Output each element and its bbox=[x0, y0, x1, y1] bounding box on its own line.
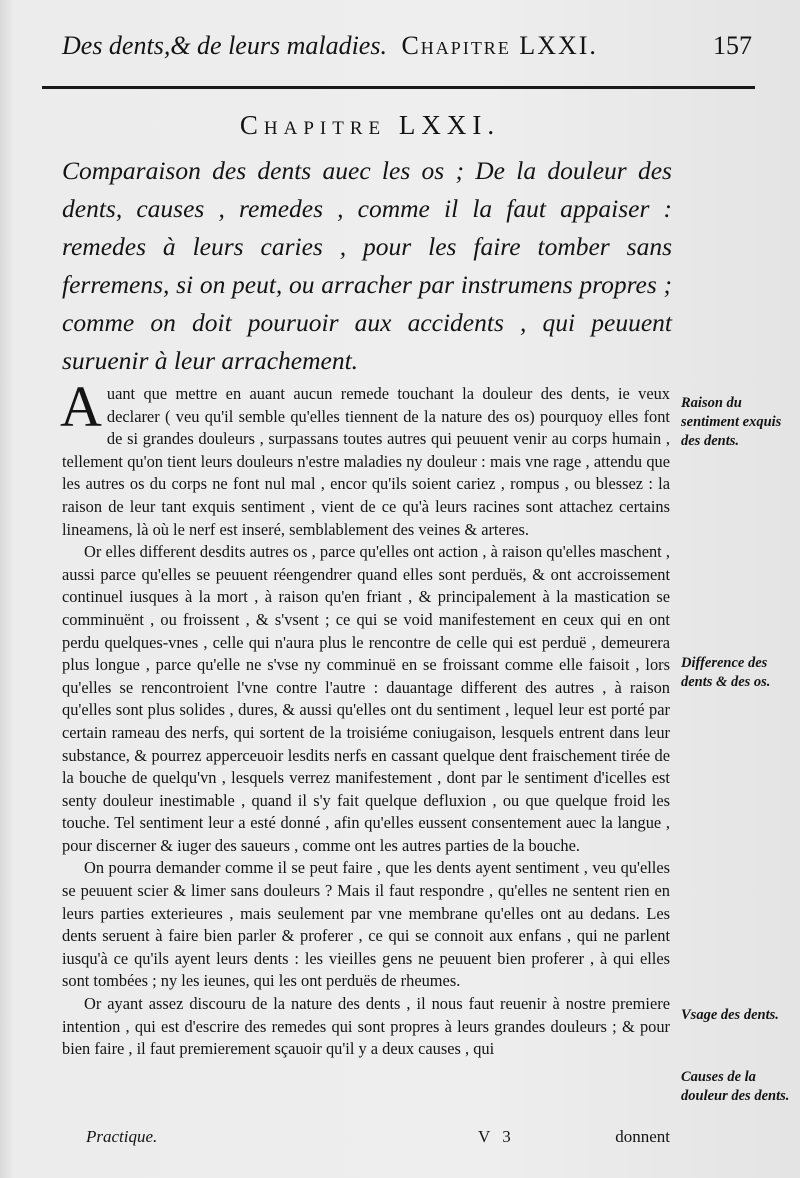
body-text bbox=[60, 374, 670, 1061]
margin-note-usage: Vsage des dents. bbox=[681, 1007, 779, 1023]
signature-label: Practique. bbox=[86, 1127, 158, 1146]
page-footer bbox=[86, 1124, 670, 1150]
running-head-title: Des dents,& de leurs maladies. bbox=[62, 31, 387, 60]
running-head bbox=[62, 26, 752, 66]
paragraph-3: On pourra demander comme il se peut faire , que les dents ayent sentiment , veu qu'elles se peuuent scier & limer sans douleurs ? Mais il faut respondre , qu'elles ne sentent rien en leurs parties exterieures , mais seulement par vne membrane qu'elles ont au dedans. Les dents seruent à faire bien parler & proferer , ce qui se connoit aux enfans , qui ne parlent iusqu'à ce qu'ils ayent leurs dents : les vieilles gens ne peuuent bien proferer , à qui elles sont tombées ; ny les ieunes, qui les ont perduës de rheumes. bbox=[62, 858, 670, 991]
margin-note-sentiment: Raison du sentiment exquis des dents. bbox=[681, 395, 782, 449]
paragraph-4: Or ayant assez discouru de la nature des dents , il nous faut reuenir à nostre premiere intention , qui est d'escrire des remedes qui sont propres à leurs grandes douleurs ; & pour bien faire , il faut premierement sçauoir qu'il y a deux causes , qui bbox=[62, 994, 670, 1059]
catchword: donnent bbox=[615, 1127, 670, 1146]
margin-note-causes: Causes de la douleur des dents. bbox=[681, 1069, 790, 1104]
paragraph-1-text: uant que mettre en auant aucun remede touchant la douleur des dents, ie veux declarer ( veu qu'il semble qu'elles tiennent de la nature des os) pourquoy elles font de si grandes douleurs , surpassans toutes autres qui peuuent venir au corps humain , tellement qu'on tient leurs douleurs n'estre maladies ny douleur : mais vne rage , attendu que les autres os du corps ne font nul mal , encor qu'ils soient cariez , rompus , ou blessez : la raison de leur tant exquis sentiment , vient de ce qu'à leurs racines sont attachez certains lineamens, là où le nerf est inseré, semblablement des veines & arteres. bbox=[62, 384, 670, 539]
chapter-subtitle: Comparaison des dents auec les os ; De la douleur des dents, causes , remedes , comme il la faut appaiser : remedes à leurs caries , pour les faire tomber sans ferremens, si on peut, ou arracher par instrumens propres ; comme on doit pouruoir aux accidents , qui peuuent suruenir à leur arrachement. bbox=[62, 156, 672, 375]
margin-note-difference: Difference des dents & des os. bbox=[681, 655, 771, 690]
signature-mark: V 3 bbox=[478, 1127, 515, 1146]
paragraph-1 bbox=[60, 374, 670, 541]
header-rule bbox=[42, 86, 755, 89]
paragraph-2: Or elles different desdits autres os , parce qu'elles ont action , à raison qu'elles maschent , aussi parce qu'elles se peuuent réengendrer quand elles sont perduës, & ont accroissement continuel iusques à la mort , à raison qu'en friant , & principalement à la mastication se comminuënt , ou froissent , & s'vsent ; ce qui se void manifestement en ceux qui en ont perdu quelques-vnes , celle qui n'aura plus le rencontre de celle qui est perduë , demeurera plus longue , parce qu'elle ne s'vse ny comminuë en se froissant comme elle faisoit , lors qu'elles se rencontroient l'vne contre l'autre : dauantage different des autres , à raison qu'elles sont plus solides , dures, & aussi qu'elles ont du sentiment , lequel leur est porté par certain rameau des nerfs, qui sortent de la troisiéme coniugaison, lesquels entrent dans leur substance, & pourrez apperceuoir lesdits nerfs en cassant quelque dent fraischement tirée de la bouche de quelqu'vn , lesquels verrez manifestement , dont par le sentiment d'icelles est senty douleur inestimable , quand il s'y fait quelque defluxion , ou que quelque froid les touche. Tel sentiment leur a esté donné , afin qu'elles eussent consentement auec la langue , pour discerner & iuger des saueurs , comme ont les autres parties de la bouche. bbox=[62, 542, 670, 855]
drop-cap: A bbox=[60, 374, 102, 439]
page-number: 157 bbox=[713, 31, 752, 60]
running-head-chapter: Chapitre LXXI. bbox=[401, 31, 598, 60]
chapter-title: Chapitre LXXI. bbox=[239, 110, 501, 140]
